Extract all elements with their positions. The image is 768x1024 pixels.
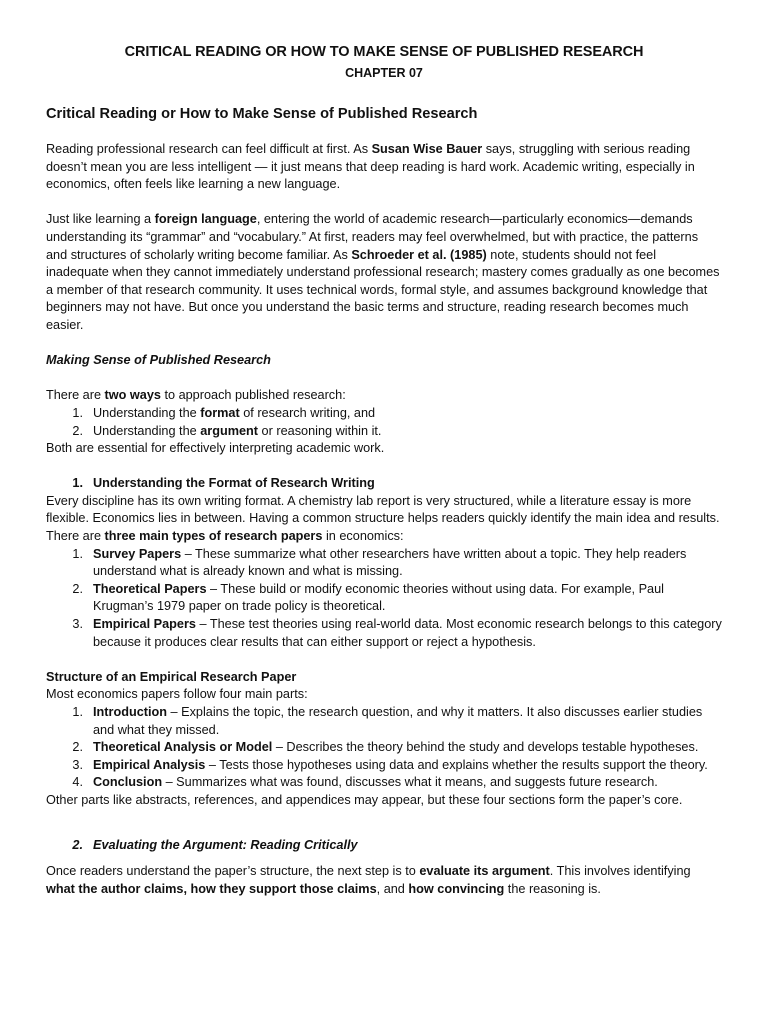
text-run: – These test theories using real-world data. Most economic research belongs to this category because it produces clear results that can either support or reject a hypothesis. [93, 617, 722, 649]
both-essential-text: Both are essential for effectively interpreting academic work. [46, 441, 385, 456]
term: Theoretical Analysis or Model [93, 740, 273, 755]
spacer [46, 458, 722, 476]
author-name: Susan Wise Bauer [371, 142, 483, 156]
section-title: Critical Reading or How to Make Sense of Published Research [46, 106, 478, 122]
spacer [46, 854, 722, 863]
list-item-text [93, 739, 722, 757]
two-ways-lead [46, 387, 722, 405]
text-run: – Explains the topic, the research question, and why it matters. It also discusses earlier studies and what they missed. [93, 705, 703, 737]
argument-heading-list [46, 837, 722, 855]
emphasis: evaluate its argument [419, 864, 550, 879]
term: Conclusion [93, 775, 163, 790]
structure-heading [46, 669, 722, 687]
list-number: 2. [72, 423, 83, 438]
paper-types-list [46, 546, 722, 652]
list-item [46, 774, 722, 792]
making-sense-heading: Making Sense of Published Research [46, 353, 271, 368]
text-run: to approach published research: [160, 388, 346, 403]
list-item-text [93, 774, 722, 792]
list-number: 4. [72, 775, 83, 790]
list-number: 2. [72, 740, 83, 755]
emphasis: two ways [104, 388, 161, 403]
structure-lead: Most economics papers follow four main parts: [46, 687, 308, 702]
document-body [46, 104, 722, 898]
text-run: , entering the world of academic research—particularly economics—demands understanding its “grammar” and “vocabulary.” At first, readers may feel overwhelmed, but with practice, the patterns and structures of scholarly writing become familiar. As [46, 212, 699, 262]
list-item [46, 405, 722, 423]
heading-text: Evaluating the Argument: Reading Critically [93, 837, 358, 852]
text-run: – Tests those hypotheses using data and explains whether the results support the theory. [205, 757, 708, 772]
emphasis: what the author claims, how they support those claims [46, 881, 377, 896]
list-item [46, 581, 722, 616]
argument-paragraph [46, 863, 722, 898]
term: Empirical Analysis [93, 757, 206, 772]
emphasis: argument [200, 423, 259, 438]
list-item [46, 616, 722, 651]
emphasis: how convincing [408, 881, 505, 896]
document-title: CRITICAL READING OR HOW TO MAKE SENSE OF PUBLISHED RESEARCH [124, 44, 644, 60]
list-item-text [93, 704, 722, 739]
list-item [46, 423, 722, 441]
intro-paragraph-1 [46, 141, 722, 194]
document-header [0, 44, 768, 80]
emphasis: format [200, 405, 240, 420]
emphasis: foreign language [154, 212, 257, 227]
text-run: or reasoning within it. [258, 423, 382, 438]
text-run: There are [46, 388, 105, 403]
text-run: says, struggling with serious reading doesn’t mean you are less intelligent — it just means that deep reading is hard work. Academic writing, especially in economics, often feels like learning a new language. [46, 142, 695, 192]
intro-paragraph-2 [46, 211, 722, 334]
text-run: – These summarize what other researchers have written about a topic. They help readers understand what is already known and what is missing. [93, 546, 687, 579]
list-item-text [93, 616, 722, 651]
spacer [46, 651, 722, 669]
term: Survey Papers [93, 546, 182, 561]
text-run: Understanding the [93, 405, 201, 420]
list-item-text [93, 546, 722, 581]
heading-number: 1. [72, 476, 83, 491]
text-run: – Summarizes what was found, discusses what it means, and suggests future research. [162, 775, 658, 790]
format-body: Every discipline has its own writing format. A chemistry lab report is very structured, while a literature essay is more flexible. Economics lies in between. Having a common structure helps readers quickly identify the main idea and results. [46, 493, 720, 526]
paper-parts-list [46, 704, 722, 792]
list-item-text [93, 757, 722, 775]
text-run: – These build or modify economic theories without using data. For example, Paul Krugman’s 1979 paper on trade policy is theoretical. [93, 581, 664, 614]
text-run: Understanding the [93, 423, 201, 438]
text-run: Just like learning a [46, 212, 155, 227]
list-number: 3. [72, 617, 83, 632]
list-item [46, 546, 722, 581]
text-run: in economics: [322, 529, 404, 544]
list-number: 2. [72, 581, 83, 596]
list-number: 1. [72, 546, 83, 561]
term: Introduction [93, 705, 167, 719]
format-heading [46, 475, 722, 493]
text-run: of research writing, and [239, 405, 376, 420]
types-lead [46, 528, 722, 546]
text-run: Reading professional research can feel difficult at first. As [46, 142, 372, 156]
text-run: Once readers understand the paper’s structure, the next step is to [46, 864, 420, 879]
list-item-text [93, 405, 722, 423]
spacer [46, 810, 722, 837]
text-run: the reasoning is. [504, 881, 601, 896]
term: Theoretical Papers [93, 581, 207, 596]
list-number: 3. [72, 757, 83, 772]
list-item [46, 704, 722, 739]
heading-text: Structure of an Empirical Research Paper [46, 669, 297, 684]
emphasis: three main types of research papers [104, 529, 323, 544]
term: Empirical Papers [93, 617, 196, 632]
text-run: There are [46, 529, 105, 544]
list-item-text [93, 581, 722, 616]
heading-text: Understanding the Format of Research Writing [93, 476, 375, 491]
argument-heading [46, 837, 722, 855]
list-number: 1. [72, 405, 83, 420]
two-ways-list [46, 405, 722, 440]
structure-closing: Other parts like abstracts, references, and appendices may appear, but these four sections form the paper’s core. [46, 792, 683, 807]
list-item [46, 757, 722, 775]
citation: Schroeder et al. (1985) [351, 247, 487, 262]
format-heading-list [46, 475, 722, 493]
list-number: 1. [72, 705, 83, 719]
chapter-label: CHAPTER 07 [345, 66, 423, 80]
heading-number: 2. [72, 837, 83, 852]
list-item-text [93, 423, 722, 441]
text-run: . This involves identifying [549, 864, 691, 879]
list-item [46, 739, 722, 757]
text-run: , and [376, 881, 409, 896]
text-run: – Describes the theory behind the study and develops testable hypotheses. [272, 740, 699, 755]
text-run: note, students should not feel inadequate when they cannot immediately understand professional research; mastery comes gradually as one becomes a member of that research community. It uses technical words, formal style, and assumes background knowledge that beginners may not have. But once you understand the basic terms and structure, reading research becomes much easier. [46, 247, 720, 332]
